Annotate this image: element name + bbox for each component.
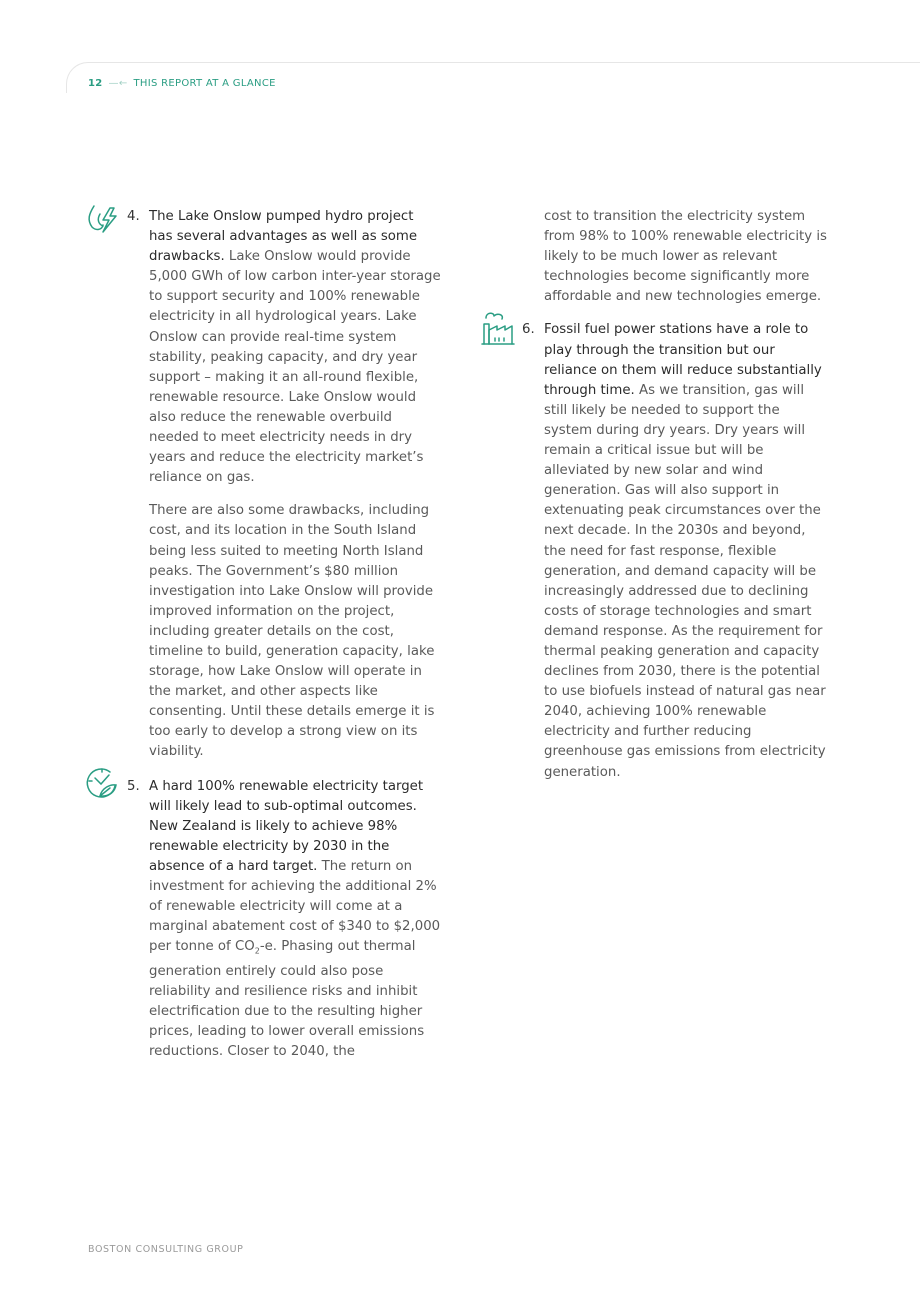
list-item-5 <box>127 777 441 1063</box>
list-item-6 <box>522 320 828 782</box>
item-5-continuation: cost to transition the electricity system from 98% to 100% renewable electricity is likely to be much lower as relevant technologies become significantly more affordable and new technologies emerge. <box>544 209 827 305</box>
hydro-energy-icon <box>84 200 120 236</box>
right-column <box>522 207 828 783</box>
list-item-4 <box>127 207 441 763</box>
footer: BOSTON CONSULTING GROUP <box>88 1244 244 1255</box>
item-body: The return on investment for achieving the additional 2% of renewable electricity will come at a marginal abatement cost of $340 to $2,000 per tonne of CO <box>149 858 441 955</box>
running-header <box>88 78 276 89</box>
item-number: 6. <box>522 322 535 338</box>
item-number: 5. <box>127 778 140 794</box>
target-gauge-leaf-icon <box>84 766 120 802</box>
item-number: 4. <box>127 209 140 224</box>
left-column <box>127 207 441 1063</box>
item-lead: A hard 100% renewable electricity target will likely lead to sub-optimal outcomes. New Zealand is likely to achieve 98% renewable electricity by 2030 in the absence of a hard target. <box>149 778 424 874</box>
item-body-cont: -e. Phasing out thermal generation entirely could also pose reliability and resilience risks and inhibit electrification due to the resulting higher prices, leading to lower overall emissions reductions. Closer to 2040, the <box>149 939 425 1060</box>
item-lead: Fossil fuel power stations have a role to play through the transition but our reliance on them will reduce substantially through time. <box>544 322 822 398</box>
header-arrow: —← <box>108 78 128 89</box>
item-body: Lake Onslow would provide 5,000 GWh of low carbon inter-year storage to support security and 100% renewable electricity in all hydrological years. Lake Onslow can provide real-time system stability, peaking capacity, and dry year support – making it an all-round flexible, renewable resource. Lake Onslow would also reduce the renewable overbuild needed to meet electricity needs in dry years and reduce the electricity market’s reliance on gas. <box>149 249 441 486</box>
item-body: As we transition, gas will still likely be needed to support the system during dry years. Dry years will remain a critical issue but will be alleviated by new solar and wind generation. Gas will also support in extenuating peak circumstances over the next decade. In the 2030s and beyond, the need for fast response, flexible generation, and demand capacity will be increasingly addressed due to declining costs of storage technologies and smart demand response. As the requirement for thermal peaking generation and capacity declines from 2030, there is the potential to use biofuels instead of natural gas near 2040, achieving 100% renewable electricity and further reducing greenhouse gas emissions from electricity generation. <box>544 382 826 780</box>
item-lead: The Lake Onslow pumped hydro project has several advantages as well as some drawbacks. <box>149 209 418 265</box>
subscript: 2 <box>254 946 260 956</box>
item-paragraph-2: There are also some drawbacks, including cost, and its location in the South Island being less suited to meeting North Island peaks. The Government’s $80 million investigation into Lake Onslow will provide improved information on the project, including greater details on the cost, timeline to build, generation capacity, lake storage, how Lake Onslow will operate in the market, and other aspects like consenting. Until these details emerge it is too early to develop a strong view on its viability. <box>149 503 435 760</box>
section-title: THIS REPORT AT A GLANCE <box>133 78 276 89</box>
power-station-icon <box>480 310 516 346</box>
page-number: 12 <box>88 78 103 89</box>
